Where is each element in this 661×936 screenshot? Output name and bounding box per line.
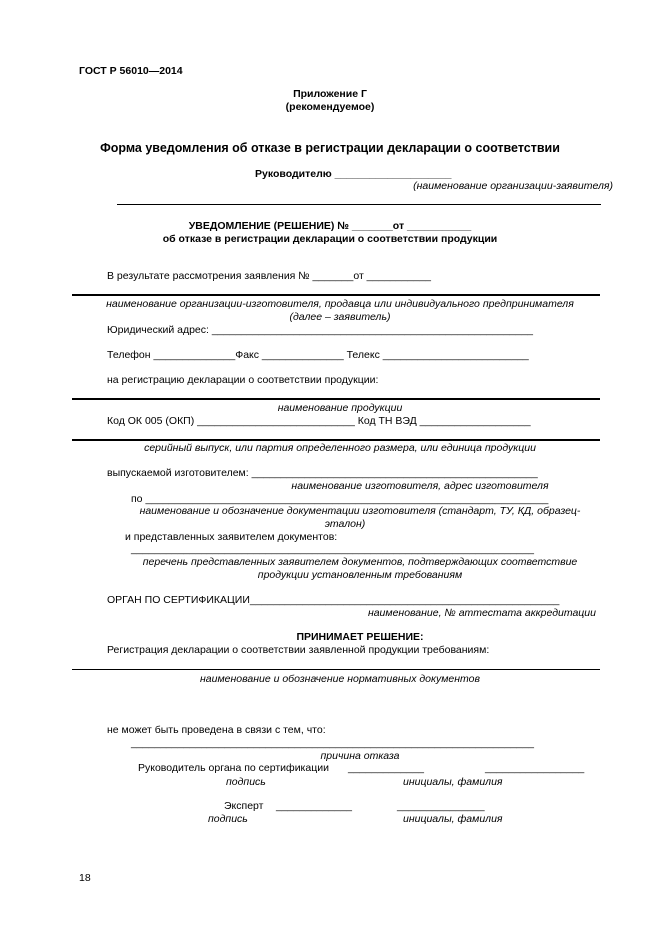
notice-subtitle: об отказе в регистрации декларации о соответствии продукции: [162, 233, 498, 245]
standard-code: ГОСТ Р 56010—2014: [79, 65, 183, 77]
head-name-line: _________________: [485, 762, 585, 774]
registration-text: на регистрацию декларации о соответствии продукции:: [107, 374, 379, 386]
expert-signature-line: _____________: [276, 800, 352, 812]
documentation-field: по _____________________________________________________________________: [131, 493, 549, 505]
addressee-hint: (наименование организации-заявителя): [413, 180, 613, 192]
page-number: 18: [79, 872, 91, 884]
submitted-docs-line: _____________________________________________________________________: [131, 543, 534, 555]
documentation-hint-1: наименование и обозначение документации изготовителя (стандарт, ТУ, КД, образец-: [139, 505, 581, 517]
expert-name-hint: инициалы, фамилия: [403, 813, 503, 825]
submitted-docs-hint-1: перечень представленных заявителем документов, подтверждающих соответствие: [142, 556, 578, 568]
applicant-hint-2: (далее – заявитель): [289, 311, 391, 323]
release-hint: серийный выпуск, или партия определенного размера, или единица продукции: [144, 442, 536, 454]
addressee-label: Руководителю ____________________: [255, 168, 452, 180]
head-label: Руководитель органа по сертификации: [138, 762, 329, 774]
reason-line: _____________________________________________________________________: [131, 737, 534, 749]
head-signature-line: _____________: [348, 762, 424, 774]
legal-address-field: Юридический адрес: _______________________________________________________: [107, 324, 534, 336]
product-hint: наименование продукции: [277, 402, 403, 414]
addressee-rule: [117, 204, 601, 205]
expert-label: Эксперт: [224, 800, 264, 812]
product-rule: [72, 398, 600, 400]
head-name-hint: инициалы, фамилия: [403, 776, 503, 788]
notice-title: УВЕДОМЛЕНИЕ (РЕШЕНИЕ) № _______от ___________: [188, 220, 472, 232]
manufacturer-hint: наименование изготовителя, адрес изготовителя: [291, 480, 549, 492]
reason-hint: причина отказа: [320, 750, 400, 762]
applicant-rule: [72, 294, 600, 296]
appendix-type: (рекомендуемое): [285, 101, 375, 113]
expert-signature-hint: подпись: [208, 813, 248, 825]
head-signature-hint: подпись: [226, 776, 266, 788]
cannot-text: не может быть проведена в связи с тем, что:: [107, 724, 326, 736]
phone-fax-telex-field: Телефон ______________Факс ______________ Телекс _________________________: [107, 349, 529, 361]
certification-body-field: ОРГАН ПО СЕРТИФИКАЦИИ_____________________________________________________: [107, 594, 560, 606]
release-rule: [72, 439, 600, 441]
normative-docs-hint: наименование и обозначение нормативных документов: [200, 673, 480, 685]
product-codes: Код ОК 005 (ОКП) ___________________________ Код ТН ВЭД ___________________: [107, 415, 531, 427]
decision-title: ПРИНИМАЕТ РЕШЕНИЕ:: [296, 631, 424, 643]
review-text: В результате рассмотрения заявления № _______от ___________: [107, 270, 431, 282]
decision-text: Регистрация декларации о соответствии заявленной продукции требованиям:: [107, 644, 490, 656]
manufacturer-field: выпускаемой изготовителем: _________________________________________________: [107, 467, 538, 479]
documentation-hint-2: эталон): [324, 518, 366, 530]
certification-body-hint: наименование, № аттестата аккредитации: [367, 607, 596, 619]
expert-name-line: _______________: [397, 800, 485, 812]
normative-docs-rule: [72, 669, 600, 670]
applicant-hint-1: наименование организации-изготовителя, продавца или индивидуального предпринимателя: [106, 298, 574, 310]
appendix-title: Приложение Г: [293, 88, 367, 100]
form-title: Форма уведомления об отказе в регистрации декларации о соответствии: [100, 141, 560, 155]
submitted-docs-hint-2: продукции установленным требованиям: [257, 569, 463, 581]
submitted-docs-label: и представленных заявителем документов:: [125, 531, 338, 543]
